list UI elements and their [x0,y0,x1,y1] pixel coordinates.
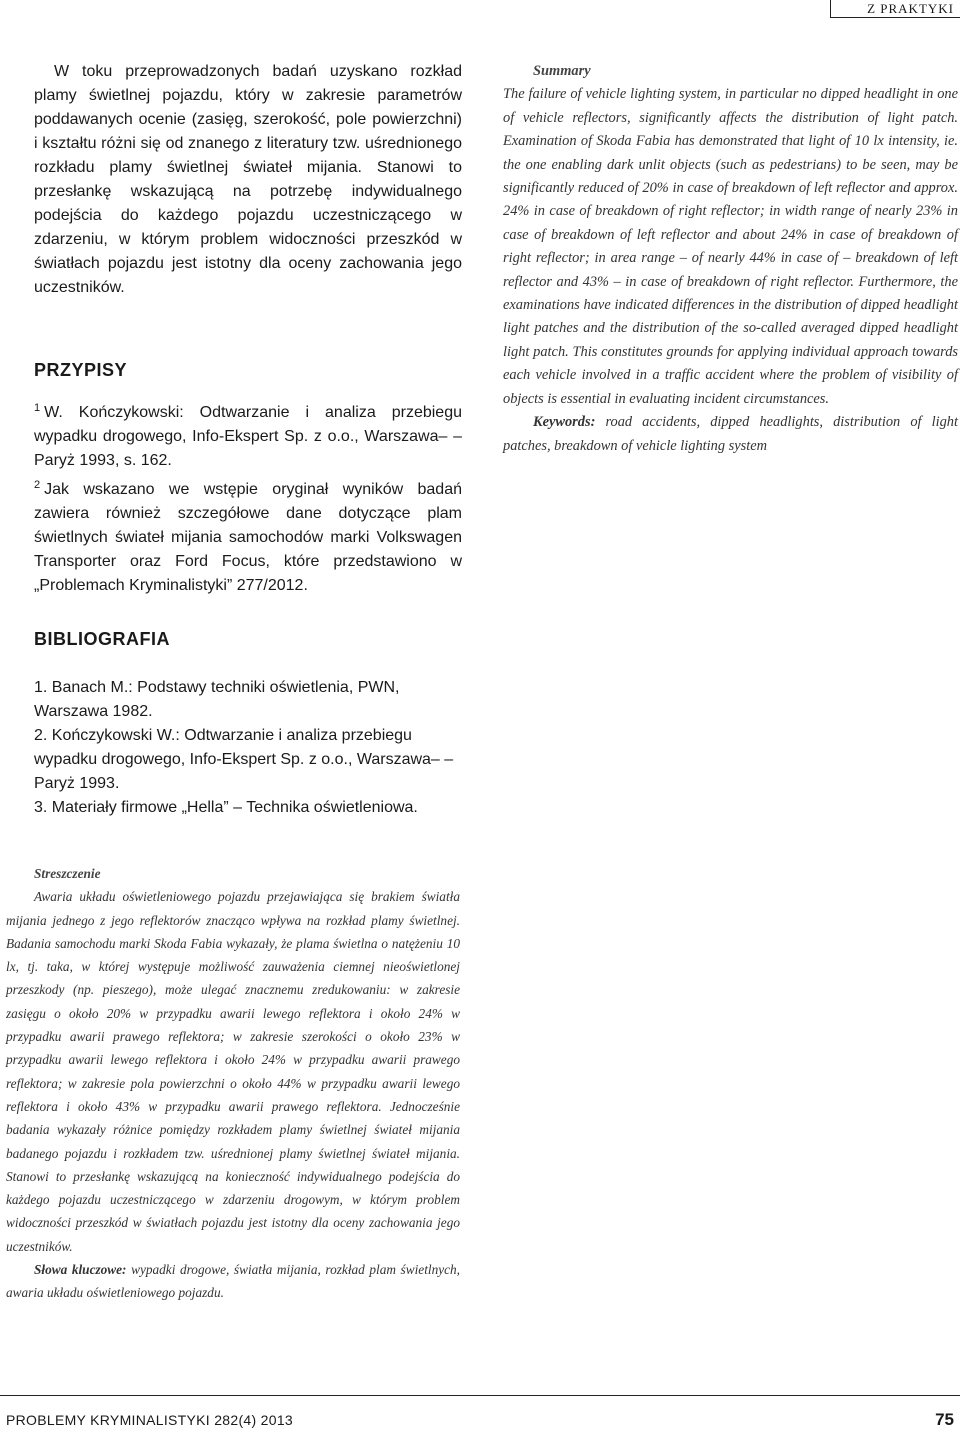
bibliography-list [34,676,462,820]
streszczenie-keywords [6,1258,460,1305]
summary-text: The failure of vehicle lighting system, in particular no dipped headlight in one of vehicle reflectors, significantly affects the distribution of light patch. Examination of Skoda Fabia has demonstrated that light of 10 lx intensity, ie. the one enabling dark unlit objects (such as pedestrians) to be seen, may be significantly reduced of 20% in case of breakdown of left reflector and approx. 24% in case of breakdown of right reflector; in width range of nearly 23% in case of breakdown of left reflector and about 24% in case of breakdown of right reflector; in area range – of nearly 44% in case of – breakdown of left reflector and 43% – in case of breakdown of right reflector. Furthermore, the examinations have indicated differences in the distribution of dipped headlight light patches and the distribution of the so-called averaged dipped headlight light patch. This constitutes grounds for applying individual approach towards each vehicle involved in a traffic accident where the problem of visibility of objects is essential in evaluating incident circumstances. [503,86,958,407]
section-tag: Z PRAKTYKI [830,0,960,18]
footnotes-heading: PRZYPISY [34,360,128,380]
footnote-text: W. Kończykowski: Odtwarzanie i analiza przebiegu wypadku drogowego, Info-Ekspert Sp. z o.o., Warszawa– –Paryż 1993, s. 162. [34,404,462,469]
footnote-2 [34,473,462,598]
keywords-text: wypadki drogowe, światła mijania, rozkład plam świetlnych, awaria układu oświetleniowego pojazdu. [6,1262,461,1301]
summary-title: Summary [533,63,591,79]
keywords-label: Słowa kluczowe: [34,1262,127,1278]
footer-divider [0,1395,960,1396]
streszczenie-title: Streszczenie [34,866,101,881]
body-paragraph: W toku przeprowadzonych badań uzyskano rozkład plamy świetlnej pojazdu, który w zakresie parametrów poddawanych ocenie (zasięg, szerokość, pole powierzchni) i kształtu różni się od znanego z literatury tzw. uśrednionego rozkładu plamy świetlnej świateł mijania. Stanowi to przesłankę wskazującą na potrzebę indywidualnego podejścia do każdego pojazdu uczestniczącego w zdarzeniu, w którym problem widoczności przeszkód w światłach pojazdu jest istotny dla oceny zachowania jego uczestników. [34,63,462,296]
summary-abstract [503,60,958,458]
main-column [34,60,462,598]
footnote-text: Jak wskazano we wstępie oryginał wyników badań zawiera również szczegółowe dane dotyczące plam świetlnych świateł mijania samochodów marki Volkswagen Transporter oraz Ford Focus, które przedstawiono w „Problemach Kryminalistyki” 277/2012. [34,481,462,594]
polish-abstract [6,862,460,1305]
bibliography-item: 2. Kończykowski W.: Odtwarzanie i analiza przebiegu wypadku drogowego, Info-Ekspert Sp. z o.o., Warszawa– –Paryż 1993. [34,727,454,792]
bibliography-item: 1. Banach M.: Podstawy techniki oświetlenia, PWN, Warszawa 1982. [34,679,400,720]
keywords-text: road accidents, dipped headlights, distribution of light patches, breakdown of vehicle lighting system [503,414,958,454]
keywords-label: Keywords: [533,414,596,431]
journal-name: PROBLEMY KRYMINALISTYKI 282(4) 2013 [6,1412,293,1428]
footnote-number: 1 [34,402,41,414]
page-number: 75 [935,1410,954,1429]
bibliography-item: 3. Materiały firmowe „Hella” – Technika oświetleniowa. [34,799,418,816]
summary-keywords [503,411,958,458]
footnote-1 [34,396,462,473]
bibliography-heading: BIBLIOGRAFIA [34,629,170,649]
streszczenie-text: Awaria układu oświetleniowego pojazdu przejawiająca się brakiem światła mijania jednego z jego reflektorów znacząco wpływa na rozkład plamy świetlnej. Badania samochodu marki Skoda Fabia wykazały, że plama świetlna o natężeniu 10 lx, tj. taka, w której występuje możliwość zauważenia ciemnej nieoświetlonej przeszkody (np. pieszego), może ulegać znacznemu zredukowaniu: w zakresie zasięgu o około 20% w przypadku awarii lewego reflektora i około 24% w przypadku awarii prawego reflektora; w zakresie szerokości o około 23% w przypadku awarii lewego reflektora i około 24% w przypadku awarii prawego reflektora; w zakresie pola powierzchni o około 44% w przypadku awarii lewego reflektora i około 43% w przypadku awarii prawego reflektora. Jednocześnie badania wykazały różnice pomiędzy rozkładem plamy świetlnej świateł mijania badanego pojazdu i rozkładem tzw. uśrednionej plamy świetlnej świateł mijania. Stanowi to przesłankę wskazującą na konieczność indywidualnego podejścia do każdego pojazdu uczestniczącego w zdarzeniu drogowym, w którym problem widoczności przeszkód w światłach pojazdu jest istotny dla oceny zachowania jego uczestników. [6,889,460,1254]
footnote-number: 2 [34,479,41,491]
